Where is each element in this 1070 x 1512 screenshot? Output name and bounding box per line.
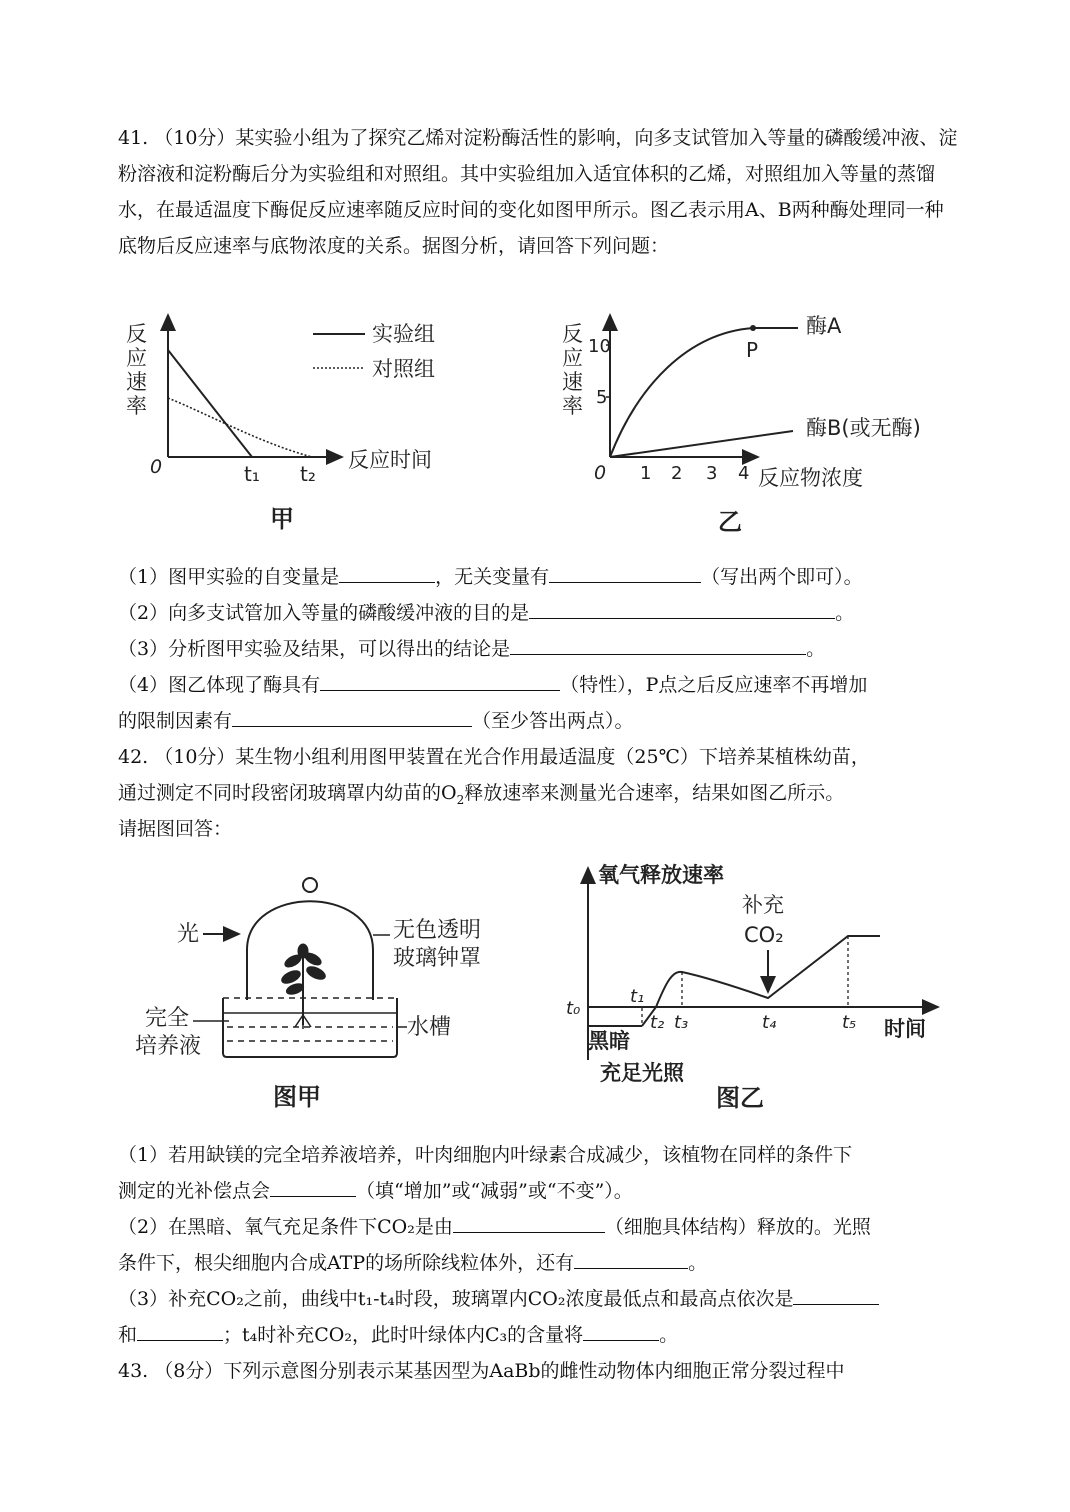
svg-text:反应物浓度: 反应物浓度 bbox=[758, 466, 863, 490]
svg-text:t₁: t₁ bbox=[244, 462, 260, 486]
q41-figure-yi bbox=[558, 305, 958, 540]
q43-intro: 43. （8分）下列示意图分别表示某基因型为AaBb的雌性动物体内细胞正常分裂过程中 bbox=[118, 1360, 845, 1382]
svg-text:10: 10 bbox=[588, 336, 611, 357]
q41-figure-jia bbox=[120, 305, 460, 540]
svg-text:酶A: 酶A bbox=[806, 314, 842, 338]
plant-seedling-icon bbox=[280, 944, 327, 1029]
q42-sub1: （1）若用缺镁的完全培养液培养，叶肉细胞内叶绿素合成减少，该植物在同样的条件下 bbox=[118, 1144, 853, 1166]
svg-text:t₃: t₃ bbox=[674, 1012, 689, 1033]
svg-text:速: 速 bbox=[126, 370, 147, 394]
answer-blank[interactable] bbox=[453, 1214, 605, 1233]
answer-blank[interactable] bbox=[793, 1286, 879, 1305]
control-curve bbox=[168, 398, 312, 457]
q42-sub3: （3）补充CO₂之前，曲线中t₁-t₄时段，玻璃罩内CO₂浓度最低点和最高点依次是 bbox=[118, 1284, 879, 1311]
svg-text:1: 1 bbox=[640, 463, 652, 484]
svg-text:黑暗: 黑暗 bbox=[588, 1029, 630, 1053]
svg-text:0: 0 bbox=[150, 456, 163, 478]
svg-text:t₀: t₀ bbox=[566, 998, 581, 1019]
fig-caption-yi: 乙 bbox=[718, 508, 742, 536]
svg-text:t₅: t₅ bbox=[842, 1012, 857, 1033]
svg-text:2: 2 bbox=[671, 463, 683, 484]
bell-jar bbox=[247, 901, 373, 1000]
answer-blank[interactable] bbox=[529, 600, 835, 619]
svg-text:补充: 补充 bbox=[742, 893, 784, 917]
svg-text:4: 4 bbox=[738, 463, 750, 484]
q42-figure-yi bbox=[560, 860, 960, 1125]
fig-caption-tuyi: 图乙 bbox=[716, 1084, 764, 1112]
svg-text:t₂: t₂ bbox=[300, 462, 316, 486]
q41-sub4-cont: 的限制因素有 （至少答出两点）。 bbox=[118, 710, 634, 732]
q41-sub1: （1）图甲实验的自变量是 ，无关变量有 （写出两个即可）。 bbox=[118, 566, 863, 588]
answer-blank[interactable] bbox=[137, 1322, 223, 1341]
answer-blank[interactable] bbox=[574, 1250, 688, 1269]
q41-sub3: （3）分析图甲实验及结果，可以得出的结论是 。 bbox=[118, 638, 826, 660]
answer-blank[interactable] bbox=[232, 708, 472, 727]
fig-caption-jia: 甲 bbox=[270, 505, 294, 533]
svg-text:充足光照: 充足光照 bbox=[600, 1061, 684, 1085]
q42-sub1-cont: 测定的光补偿点会 （填“增加”或“减弱”或“不变”）。 bbox=[118, 1180, 633, 1202]
svg-text:3: 3 bbox=[706, 463, 718, 484]
q42-intro-2: 通过测定不同时段密闭玻璃罩内幼苗的$O_2$释放速率来测量光合速率，结果如图乙所示。 bbox=[118, 782, 845, 807]
answer-blank[interactable] bbox=[339, 564, 435, 583]
svg-text:氧气释放速率: 氧气释放速率 bbox=[598, 863, 724, 887]
fig-caption-tujia: 图甲 bbox=[273, 1083, 321, 1111]
svg-text:t₁: t₁ bbox=[630, 986, 645, 1007]
enzyme-b-curve bbox=[610, 431, 793, 457]
svg-text:应: 应 bbox=[126, 346, 147, 370]
q42-sub2-cont: 条件下，根尖细胞内合成ATP的场所除线粒体外，还有 。 bbox=[118, 1252, 708, 1274]
svg-text:时间: 时间 bbox=[884, 1017, 926, 1041]
enzyme-a-curve bbox=[610, 328, 798, 457]
svg-text:率: 率 bbox=[126, 394, 147, 418]
q42-intro-1: 42. （10分）某生物小组利用图甲装置在光合作用最适温度（25℃）下培养某植株幼苗， bbox=[118, 746, 870, 768]
answer-blank[interactable] bbox=[549, 564, 701, 583]
q42-sub2: （2）在黑暗、氧气充足条件下CO₂是由 （细胞具体结构）释放的。光照 bbox=[118, 1216, 871, 1238]
svg-text:水槽: 水槽 bbox=[407, 1015, 452, 1040]
svg-text:速: 速 bbox=[562, 370, 583, 394]
q41-sub4: （4）图乙体现了酶具有 （特性），P点之后反应速率不再增加 bbox=[118, 674, 868, 696]
svg-text:率: 率 bbox=[562, 394, 583, 418]
svg-text:完全: 完全 bbox=[145, 1006, 190, 1031]
q41-intro: 41. （10分）某实验小组为了探究乙烯对淀粉酶活性的影响，向多支试管加入等量的磷酸缓冲液、淀粉溶液和淀粉酶后分为实验组和对照组。其中实验组加入适宜体积的乙烯，对照组加入等量的蒸馏水，在最适温度下酶促反应速率随反应时间的变化如图甲所示。图乙表示用A、B两种酶处理同一种底物后反应速率与底物浓度的关系。据图分析，请回答下列问题： bbox=[118, 127, 958, 257]
q41-sub2: （2）向多支试管加入等量的磷酸缓冲液的目的是 。 bbox=[118, 602, 855, 624]
legend-dotted: 对照组 bbox=[372, 357, 435, 381]
answer-blank[interactable] bbox=[583, 1322, 659, 1341]
svg-text:t₂: t₂ bbox=[650, 1012, 665, 1033]
q42-intro-3: 请据图回答： bbox=[118, 818, 233, 840]
legend-solid: 实验组 bbox=[372, 322, 435, 346]
jia-xlabel: 反应时间 bbox=[348, 448, 432, 472]
svg-text:酶B(或无酶): 酶B(或无酶) bbox=[806, 416, 921, 440]
svg-text:CO₂: CO₂ bbox=[744, 923, 784, 947]
answer-blank[interactable] bbox=[510, 636, 806, 655]
svg-text:反: 反 bbox=[562, 322, 583, 346]
svg-text:P: P bbox=[746, 338, 759, 362]
point-p bbox=[750, 325, 756, 331]
svg-text:t₄: t₄ bbox=[762, 1012, 777, 1033]
svg-text:光: 光 bbox=[177, 922, 200, 947]
jia-ylabel-1: 反 bbox=[126, 322, 147, 346]
svg-text:0: 0 bbox=[594, 462, 607, 484]
svg-text:应: 应 bbox=[562, 346, 583, 370]
svg-text:玻璃钟罩: 玻璃钟罩 bbox=[393, 946, 482, 971]
svg-text:无色透明: 无色透明 bbox=[393, 918, 482, 943]
svg-text:5: 5 bbox=[596, 387, 608, 408]
q42-figure-jia bbox=[135, 865, 515, 1125]
answer-blank[interactable] bbox=[320, 672, 560, 691]
svg-text:培养液: 培养液 bbox=[135, 1034, 202, 1059]
q42-sub3-cont: 和 ；t₄时补充CO₂，此时叶绿体内C₃的含量将 。 bbox=[118, 1324, 679, 1346]
answer-blank[interactable] bbox=[270, 1178, 356, 1197]
